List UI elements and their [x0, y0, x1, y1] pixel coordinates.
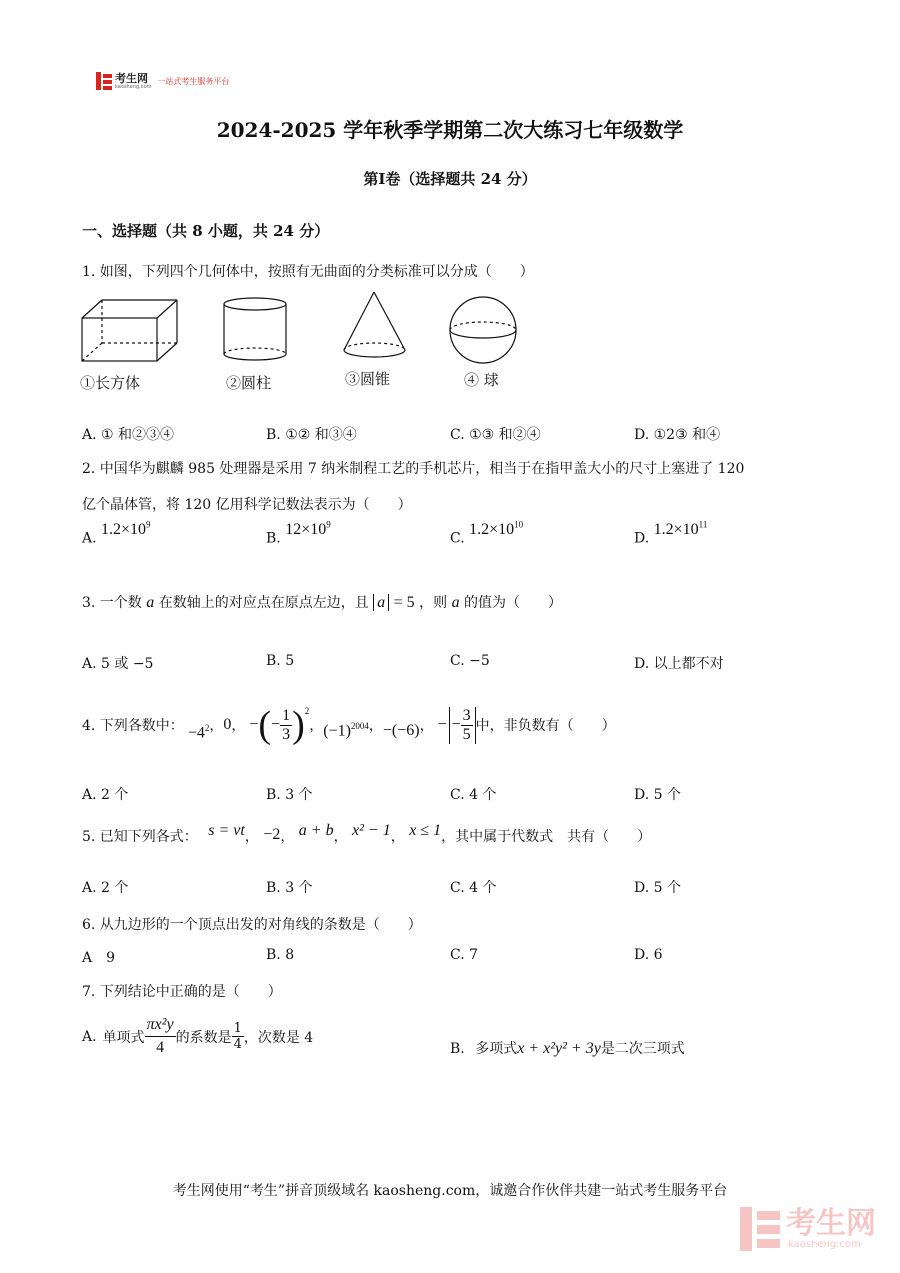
- q4-option-c: C. 4 个: [450, 787, 497, 803]
- figure-label-cuboid: ①长方体: [80, 374, 141, 392]
- figure-label-cylinder: ②圆柱: [226, 374, 272, 392]
- q2-option-b: B. $12\times 10^9$: [266, 520, 331, 547]
- q5-option-c: C. 4 个: [450, 880, 497, 896]
- q4-option-a: A. 2 个: [82, 787, 129, 803]
- q1-option-d: D. ①2③ 和④: [634, 427, 721, 443]
- q4-option-d: D. 5 个: [634, 787, 681, 803]
- q1-option-b: B. ①② 和③④: [266, 427, 357, 443]
- logo-mark-icon: [96, 72, 112, 90]
- figure-label-cone: ③圆锥: [345, 370, 391, 388]
- question-3-stem: 3. 一个数 a 在数轴上的对应点在原点左边，且 a = 5 ，则 a 的值为（ ）: [82, 594, 563, 611]
- q2-option-a: A. $1.2\times 10^9$: [82, 520, 151, 547]
- question-4-stem: 4. 下列各数中： $-4^2$ ， 0 ， − ( − $\frac{1}{3}$ ) $^2$ ， $(-1)^{2004}$ ， −(−6) ， − − $\frac{3}{5}$ 中，非负数有（ ）: [82, 704, 616, 746]
- question-6-stem: 6. 从九边形的一个顶点出发的对角线的条数是（ ）: [82, 917, 422, 933]
- logo-name: 考生网: [115, 71, 148, 85]
- q2-option-d: D. $1.2\times 10^{11}$: [634, 520, 708, 547]
- q6-option-d: D. 6: [634, 947, 663, 963]
- q1-option-c: C. ①③ 和②④: [450, 427, 541, 443]
- q2-option-c: C. $1.2\times 10^{10}$: [450, 520, 524, 547]
- q5-option-b: B. 3 个: [266, 880, 313, 896]
- q3-option-c: C. −5: [450, 653, 490, 669]
- geometry-figures: [78, 290, 548, 365]
- cone-figure: [344, 292, 405, 357]
- page-title: 2024-2025 学年秋季学期第二次大练习七年级数学: [216, 118, 684, 142]
- q3-option-b: B. 5: [266, 653, 295, 669]
- q1-option-a: A. ① 和②③④: [82, 427, 175, 443]
- q3-option-d: D. 以上都不对: [634, 656, 724, 672]
- page-subtitle: 第Ⅰ卷（选择题共 24 分）: [363, 170, 537, 188]
- question-1-stem: 1. 如图，下列四个几何体中，按照有无曲面的分类标准可以分成（ ）: [82, 264, 534, 280]
- q6-option-c: C. 7: [450, 947, 479, 963]
- question-7-stem: 7. 下列结论中正确的是（ ）: [82, 984, 282, 1000]
- logo-slogan: 一站式考生服务平台: [157, 76, 230, 86]
- question-2-line-2: 亿个晶体管，将 120 亿用科学记数法表示为（ ）: [82, 497, 412, 513]
- figure-label-sphere: ④ 球: [464, 371, 499, 389]
- cuboid-figure: [82, 300, 177, 361]
- watermark-logo: [740, 1207, 876, 1251]
- header-logo: [96, 72, 229, 90]
- page-footer: 考生网使用“考生”拼音顶级域名 kaosheng.com，诚邀合作伙伴共建一站式考生服务平台: [172, 1183, 728, 1199]
- q6-option-a: A 9: [82, 950, 116, 966]
- q5-option-d: D. 5 个: [634, 880, 681, 896]
- sphere-figure: [450, 297, 516, 363]
- watermark-name: 考生网: [786, 1205, 876, 1241]
- q6-option-b: B. 8: [266, 947, 295, 963]
- logo-domain: kaosheng.com: [115, 83, 152, 90]
- section-heading: 一、选择题（共 8 小题，共 24 分）: [82, 222, 330, 240]
- watermark-mark-icon: [740, 1207, 780, 1251]
- cylinder-figure: [224, 298, 286, 360]
- q3-option-a: A. 5 或 −5: [82, 656, 154, 672]
- q7-option-a: A. 单项式 $\frac{\text{πx²y}}{4}$ 的系数是 $\frac{1}{4}$ ，次数是 4: [82, 1016, 314, 1056]
- q5-option-a: A. 2 个: [82, 880, 129, 896]
- watermark-domain: kaosheng.com: [788, 1238, 861, 1250]
- q7-option-b: B. 多项式x + x²y² + 3y是二次三项式: [450, 1040, 685, 1057]
- q4-option-b: B. 3 个: [266, 787, 313, 803]
- question-2-line-1: 2. 中国华为麒麟 985 处理器是采用 7 纳米制程工艺的手机芯片，相当于在指甲盖大小的尺寸上塞进了 120: [82, 461, 745, 477]
- question-5-stem: 5. 已知下列各式： s = vt， −2， a + b， x² − 1， x ≤ 1，其中属于代数式 共有（ ）: [82, 822, 652, 845]
